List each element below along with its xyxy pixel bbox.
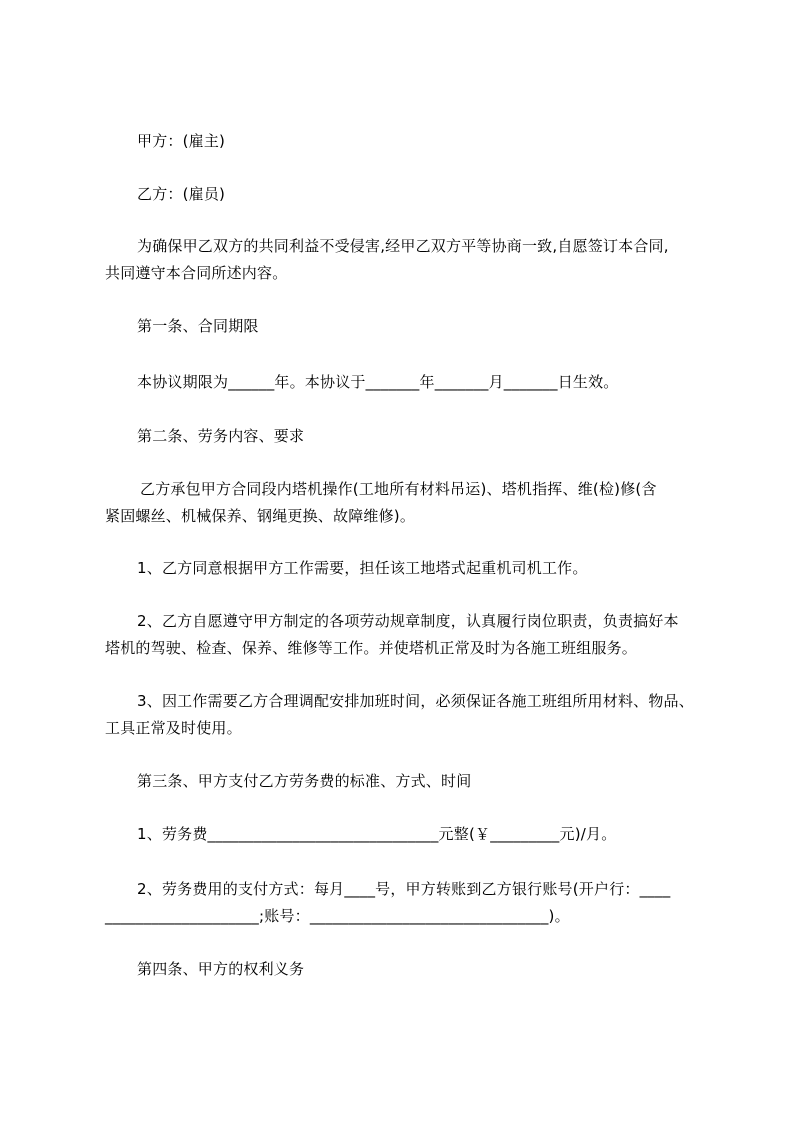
article-2-text-line-1: 乙方承包甲方合同段内塔机操作(工地所有材料吊运)、塔机指挥、维(检)修(含: [140, 480, 657, 498]
article-2-item-3-line-1: 3、因工作需要乙方合理调配安排加班时间，必须保证各施工班组所用材料、物品、: [137, 692, 694, 710]
article-1-title: 第一条、合同期限: [137, 317, 259, 335]
party-a-line: 甲方：(雇主): [137, 132, 226, 150]
article-1-text: 本协议期限为______年。本协议于_______年_______月_______日生效。: [137, 373, 619, 391]
article-2-item-2-line-1: 2、乙方自愿遵守甲方制定的各项劳动规章制度，认真履行岗位职责，负责搞好本: [137, 612, 679, 630]
article-2-text-line-2: 紧固螺丝、机械保养、钢绳更换、故障维修)。: [105, 507, 416, 525]
article-3-item-2-line-2: ____________________;账号：_______________________________)。: [105, 907, 570, 925]
article-2-item-1: 1、乙方同意根据甲方工作需要，担任该工地塔式起重机司机工作。: [137, 559, 588, 577]
article-2-item-3-line-2: 工具正常及时使用。: [105, 719, 242, 737]
article-3-item-1: 1、劳务费______________________________元整(￥_________元)/月。: [137, 825, 617, 843]
article-2-item-2-line-2: 塔机的驾驶、检查、保养、维修等工作。并使塔机正常及时为各施工班组服务。: [105, 639, 638, 657]
intro-line-2: 共同遵守本合同所述内容。: [105, 264, 288, 282]
intro-line-1: 为确保甲乙双方的共同利益不受侵害,经甲乙双方平等协商一致,自愿签订本合同,: [137, 237, 669, 255]
article-4-title: 第四条、甲方的权利义务: [137, 960, 305, 978]
article-3-title: 第三条、甲方支付乙方劳务费的标准、方式、时间: [137, 772, 472, 790]
article-3-item-2-line-1: 2、劳务费用的支付方式：每月____号，甲方转账到乙方银行账号(开户行：____: [137, 880, 671, 898]
party-b-line: 乙方：(雇员): [137, 185, 226, 203]
article-2-title: 第二条、劳务内容、要求: [137, 427, 305, 445]
